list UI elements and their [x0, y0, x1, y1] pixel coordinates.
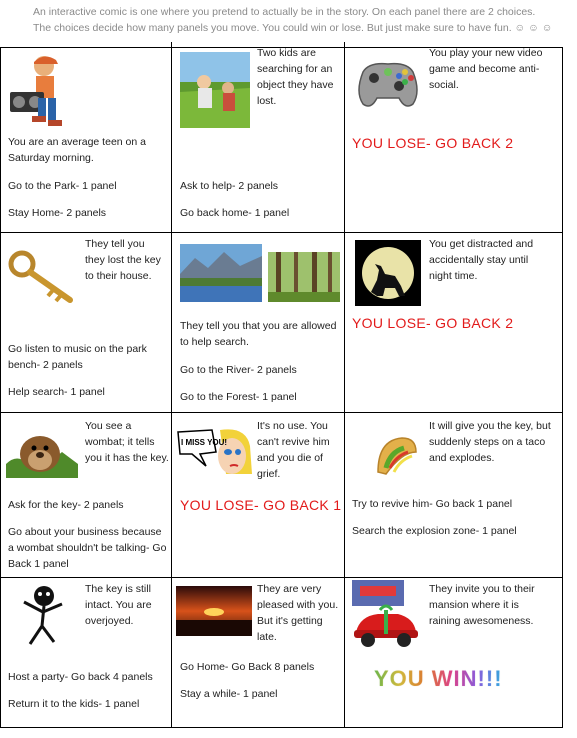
teen-boombox-image: [8, 52, 74, 128]
panel-4-choice-1[interactable]: Go listen to music on the park bench- 2 panels: [8, 343, 147, 371]
panel-7-choice-2[interactable]: Go about your business because a wombat shouldn't be talking- Go Back 1 panel: [8, 526, 167, 570]
panel-5-choice-2[interactable]: Go to the Forest- 1 panel: [180, 391, 297, 403]
forest-image: [268, 252, 340, 302]
stick-figure-image: [14, 584, 70, 646]
panel-9-choice-2[interactable]: Search the explosion zone- 1 panel: [352, 525, 517, 537]
panel-1-choice-2[interactable]: Stay Home- 2 panels: [8, 207, 107, 219]
panel-10-choice-1[interactable]: Host a party- Go back 4 panels: [8, 671, 153, 683]
panel-2-choice-1[interactable]: Ask to help- 2 panels: [180, 180, 279, 192]
wolf-moon-image: [355, 240, 421, 306]
panel-6-story: You get distracted and accidentally stay until night time.: [429, 238, 534, 282]
panel-11-choice-2[interactable]: Stay a while- 1 panel: [180, 688, 278, 700]
taco-image: [372, 432, 420, 482]
you-win-banner: YOU WIN!!!: [374, 666, 503, 691]
panel-5-choice-1[interactable]: Go to the River- 2 panels: [180, 364, 297, 376]
panel-8-result: YOU LOSE- GO BACK 1: [180, 497, 342, 513]
panel-2-story: Two kids are searching for an object they have lost.: [257, 47, 334, 107]
panel-4-choice-2[interactable]: Help search- 1 panel: [8, 386, 105, 398]
panel-1-choice-1[interactable]: Go to the Park- 1 panel: [8, 180, 117, 192]
panel-10-story: The key is still intact. You are overjoyed.: [85, 583, 152, 627]
panel-5-story: They tell you that you are allowed to help search.: [180, 320, 337, 348]
panel-3-result: YOU LOSE- GO BACK 2: [352, 135, 514, 151]
panel-2-choice-2[interactable]: Go back home- 1 panel: [180, 207, 290, 219]
wombat-image: [6, 424, 78, 478]
panel-4-story: They tell you they lost the key to their house.: [85, 238, 161, 282]
golden-key-image: [8, 250, 76, 304]
panel-3-story: You play your new video game and become anti-social.: [429, 47, 543, 91]
panel-11-story: They are very pleased with you. But it's getting late.: [257, 583, 339, 643]
panel-1-story: You are an average teen on a Saturday morning.: [8, 136, 146, 164]
panel-12-story: They invite you to their mansion where it is raining awesomeness.: [429, 583, 535, 627]
intro-text: An interactive comic is one where you pretend to actually be in the story. On each panel there are 2 choices. The choices decide how many panels you move. You could win or lose. But just make sure to have fun. ☺ ☺ ☺: [33, 6, 553, 34]
game-controller-image: [355, 52, 421, 114]
panel-11-choice-1[interactable]: Go Home- Go Back 8 panels: [180, 661, 315, 673]
panel-8-story: It's no use. You can't revive him and you die of grief.: [257, 420, 330, 480]
sunset-image: [176, 586, 252, 636]
panel-9-story: It will give you the key, but suddenly steps on a taco and explodes.: [429, 420, 551, 464]
panel-7-choice-1[interactable]: Ask for the key- 2 panels: [8, 499, 124, 511]
panel-10-choice-2[interactable]: Return it to the kids- 1 panel: [8, 698, 140, 710]
kids-in-grass-image: [180, 52, 250, 128]
panel-9-choice-1[interactable]: Try to revive him- Go back 1 panel: [352, 498, 513, 510]
comic-girl-image: [176, 426, 254, 476]
red-car-image: [350, 580, 422, 654]
panel-6-result: YOU LOSE- GO BACK 2: [352, 315, 514, 331]
panel-7-story: You see a wombat; it tells you it has the key.: [85, 420, 169, 464]
comic-speech-text: I MISS YOU!: [181, 438, 228, 447]
river-image: [180, 244, 262, 302]
